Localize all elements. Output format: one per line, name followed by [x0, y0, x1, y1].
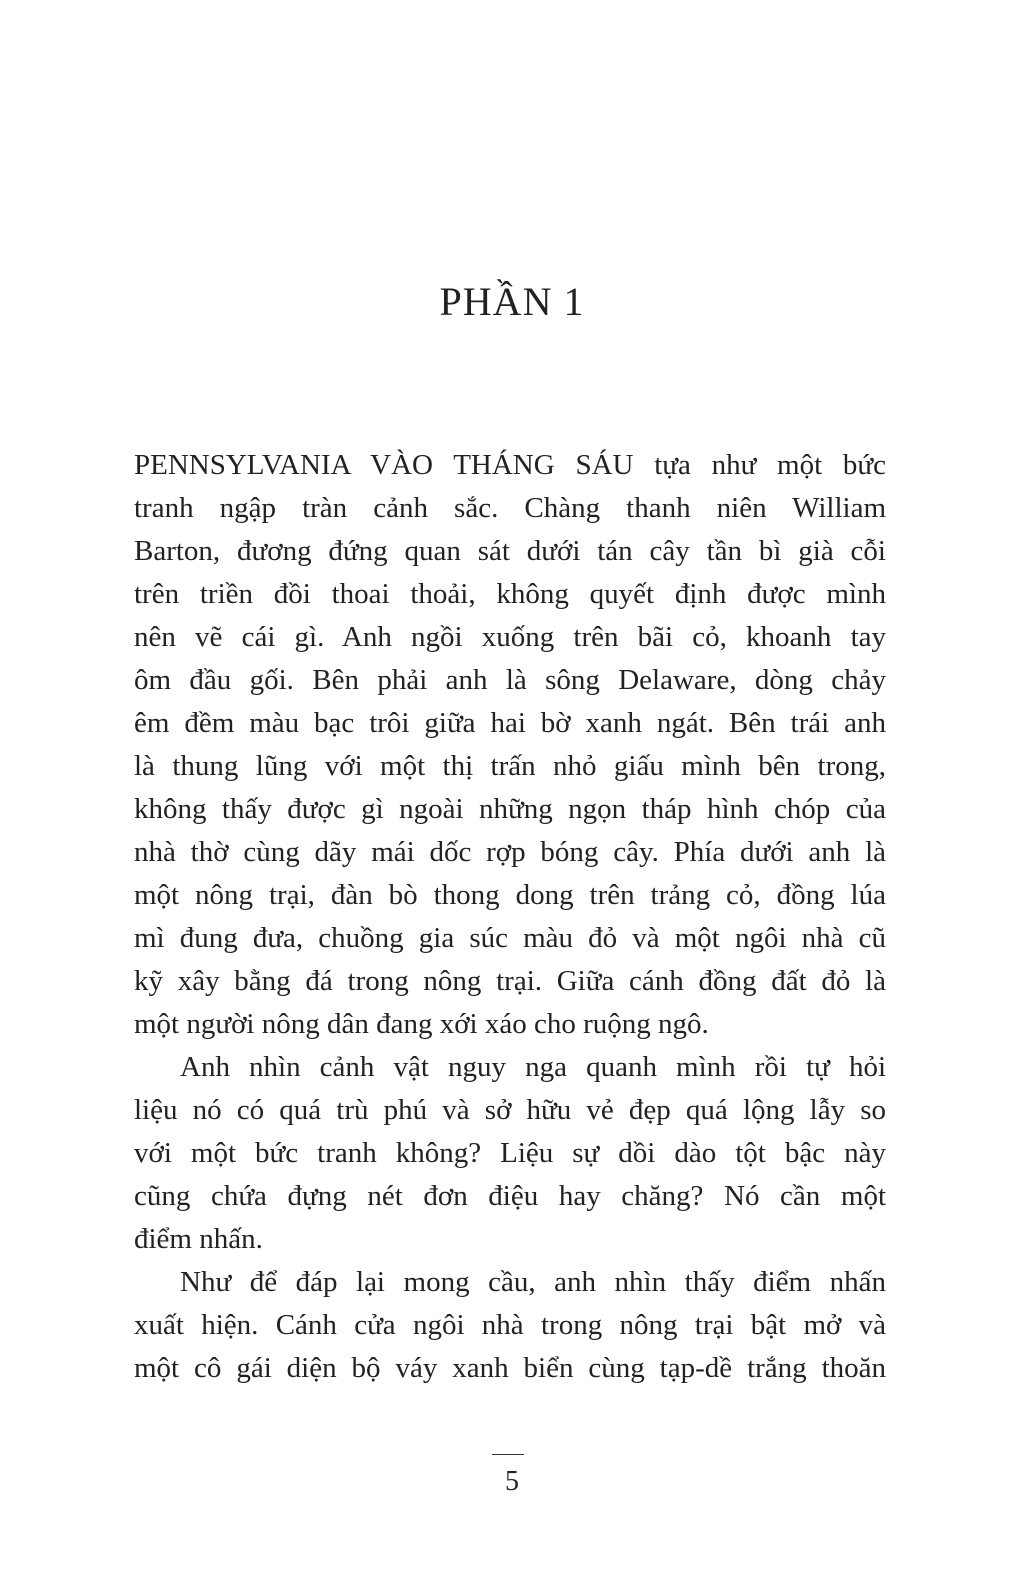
text-line: PENNSYLVANIA VÀO THÁNG SÁU tựa như một bức — [134, 449, 886, 481]
text-line: liệu nó có quá trù phú và sở hữu vẻ đẹp quá lộng lẫy so — [134, 1094, 886, 1126]
text-line: tranh ngập tràn cảnh sắc. Chàng thanh niên William — [134, 492, 886, 524]
text-line: mì đung đưa, chuồng gia súc màu đỏ và một ngôi nhà cũ — [134, 922, 886, 954]
text-line: cũng chứa đựng nét đơn điệu hay chăng? Nó cần một — [134, 1180, 886, 1212]
text-line: điểm nhấn. — [134, 1223, 263, 1255]
page-number: 5 — [505, 1466, 519, 1497]
paragraph-1 — [134, 444, 886, 1046]
text-line: êm đềm màu bạc trôi giữa hai bờ xanh ngát. Bên trái anh — [134, 707, 886, 739]
body-text — [134, 444, 886, 1390]
text-line: không thấy được gì ngoài những ngọn tháp hình chóp của — [134, 793, 886, 825]
text-line: một người nông dân đang xới xáo cho ruộng ngô. — [134, 1008, 709, 1040]
chapter-title: PHẦN 1 — [439, 279, 585, 324]
text-line: Anh nhìn cảnh vật nguy nga quanh mình rồi tự hỏi — [180, 1051, 886, 1083]
text-line: kỹ xây bằng đá trong nông trại. Giữa cánh đồng đất đỏ là — [134, 965, 886, 997]
paragraph-2 — [134, 1046, 886, 1261]
text-line: ôm đầu gối. Bên phải anh là sông Delaware, dòng chảy — [134, 664, 886, 696]
text-line: một nông trại, đàn bò thong dong trên trảng cỏ, đồng lúa — [134, 879, 886, 911]
text-line: nhà thờ cùng dãy mái dốc rợp bóng cây. Phía dưới anh là — [134, 836, 886, 868]
text-line: Barton, đương đứng quan sát dưới tán cây tần bì già cỗi — [134, 535, 886, 567]
text-line: nên vẽ cái gì. Anh ngồi xuống trên bãi cỏ, khoanh tay — [134, 621, 886, 653]
text-line: là thung lũng với một thị trấn nhỏ giấu mình bên trong, — [134, 750, 886, 782]
text-line: trên triền đồi thoai thoải, không quyết định được mình — [134, 578, 886, 610]
text-line: xuất hiện. Cánh cửa ngôi nhà trong nông trại bật mở và — [134, 1309, 886, 1341]
text-line: một cô gái diện bộ váy xanh biển cùng tạp-dề trắng thoăn — [134, 1352, 886, 1384]
footer-divider — [492, 1454, 524, 1455]
text-line: Như để đáp lại mong cầu, anh nhìn thấy điểm nhấn — [180, 1266, 886, 1298]
paragraph-3 — [134, 1261, 886, 1390]
text-line: với một bức tranh không? Liệu sự dồi dào tột bậc này — [134, 1137, 886, 1169]
